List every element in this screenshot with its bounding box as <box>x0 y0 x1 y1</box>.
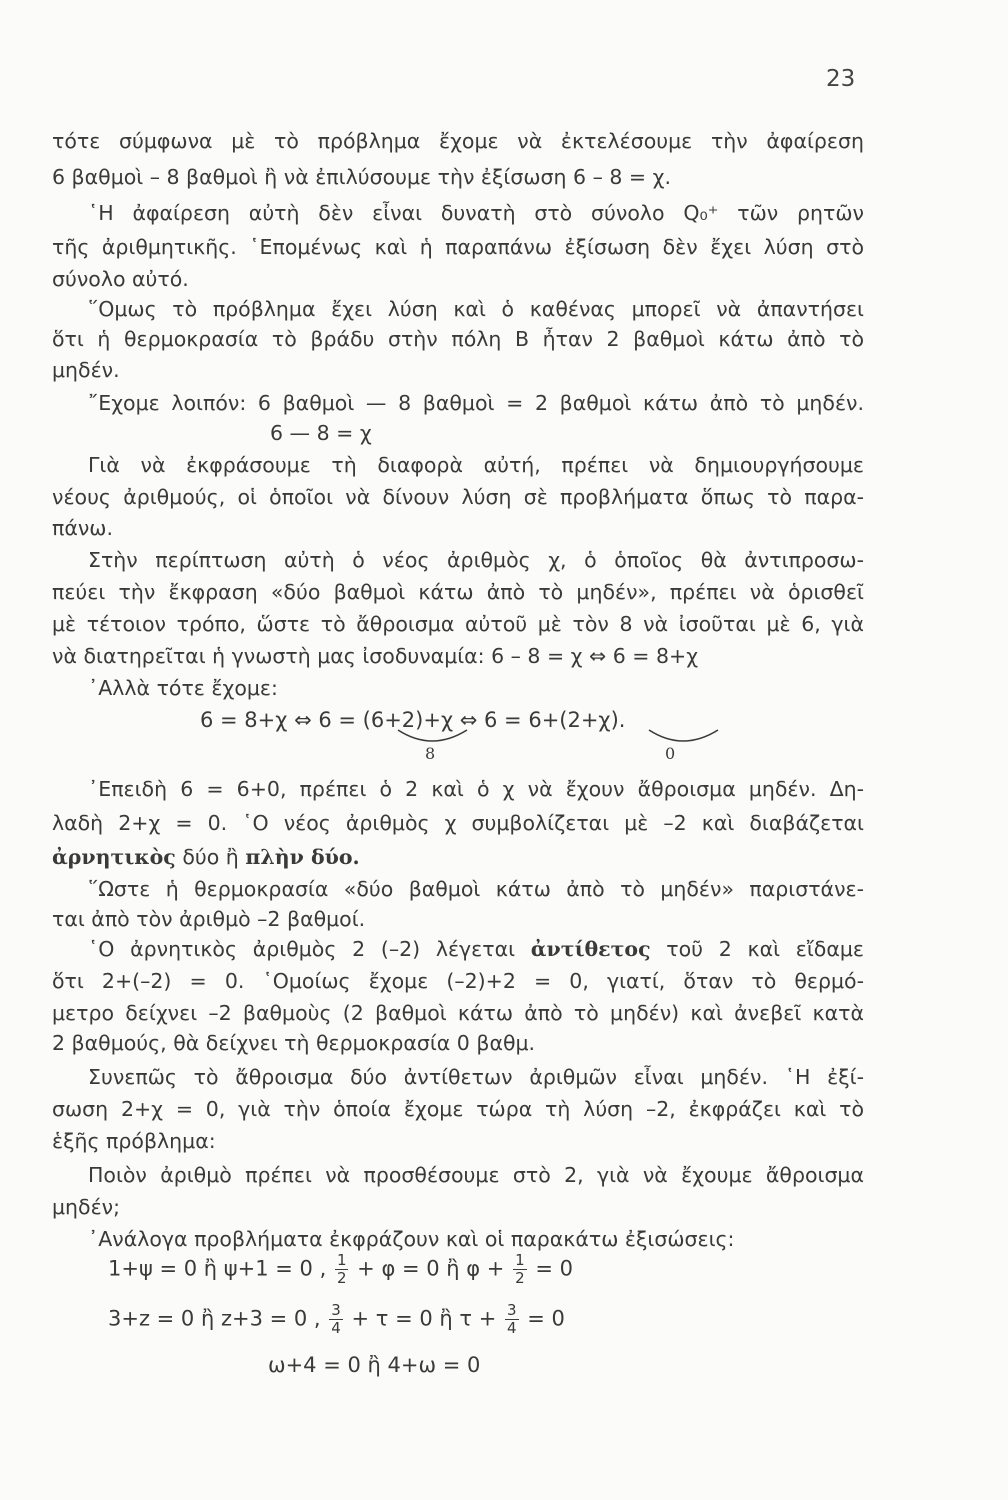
text-line: ὅτι ἡ θερμοκρασία τὸ βράδυ στὴν πόλη Β ἦταν 2 βαθμοὶ κάτω ἀπὸ τὸ <box>52 327 864 351</box>
fraction: $\frac{1}{2}$ <box>336 1251 347 1287</box>
text-line: ῞Ωστε ἡ θερμοκρασία «δύο βαθμοὶ κάτω ἀπὸ τὸ μηδέν» παριστάνε- <box>88 877 864 901</box>
text-line: Στὴν περίπτωση αὐτὴ ὁ νέος ἀριθμὸς χ, ὁ ὁποῖος θὰ ἀντιπροσω- <box>88 548 864 572</box>
text-line: μὲ τέτοιον τρόπο, ὥστε τὸ ἄθροισμα αὐτοῦ μὲ τὸν 8 νὰ ἰσοῦται μὲ 6, γιὰ <box>52 612 864 636</box>
text-line: σύνολο αὐτό. <box>52 267 189 291</box>
text-line: ται ἀπὸ τὸν ἀριθμὸ –2 βαθμοί. <box>52 907 366 931</box>
text-line: ῞Ομως τὸ πρόβλημα ἔχει λύση καὶ ὁ καθένας μπορεῖ νὰ ἀπαντήσει <box>88 297 864 321</box>
text-line: 6 — 8 = χ <box>270 421 372 445</box>
text-line: 2 βαθμούς, θὰ δείχνει τὴ θερμοκρασία 0 βαθμ. <box>52 1031 536 1055</box>
text-line: τῆς ἀριθμητικῆς. ῾Επομένως καὶ ἡ παραπάνω ἐξίσωση δὲν ἔχει λύση στὸ <box>52 235 864 259</box>
equation-row-1: 1+ψ = 0 ἢ ψ+1 = 0 , $\frac{1}{2}$ + φ = 0 ἢ φ + $\frac{1}{2}$ = 0 <box>108 1251 573 1287</box>
text-line: ᾽Ανάλογα προβλήματα ἐκφράζουν καὶ οἱ παρακάτω ἐξισώσεις: <box>88 1227 735 1251</box>
text-line: μετρο δείχνει –2 βαθμοὺς (2 βαθμοὶ κάτω ἀπὸ τὸ μηδέν) καὶ ἀνεβεῖ κατὰ <box>52 1001 864 1025</box>
term-opposite: ἀντίθετος <box>530 937 651 961</box>
term-minus-two: πλὴν δύο. <box>245 845 360 869</box>
text-line: ᾽Επειδὴ 6 = 6+0, πρέπει ὁ 2 καὶ ὁ χ νὰ ἔχουν ἄθροισμα μηδέν. Δη- <box>88 777 864 801</box>
fraction: $\frac{3}{4}$ <box>331 1301 341 1337</box>
text-line: πεύει τὴν ἔκφραση «δύο βαθμοὶ κάτω ἀπὸ τὸ μηδέν», πρέπει νὰ ὁρισθεῖ <box>52 580 864 604</box>
text-line: μηδέν; <box>52 1195 121 1219</box>
term-negative: ἀρνητικὸς <box>52 845 176 869</box>
text-line: Γιὰ νὰ ἐκφράσουμε τὴ διαφορὰ αὐτή, πρέπει νὰ δημιουργήσουμε <box>88 453 864 477</box>
equation-line: 6 = 8+χ ⇔ 6 = (6+2)+χ ⇔ 6 = 6+(2+χ). <box>200 708 626 732</box>
text-line: ἀρνητικὸς δύο ἢ πλὴν δύο. <box>52 845 360 869</box>
text-line: ᾽Αλλὰ τότε ἔχομε: <box>88 676 278 700</box>
text-line: τότε σύμφωνα μὲ τὸ πρόβλημα ἔχομε νὰ ἐκτελέσουμε τὴν ἀφαίρεση <box>52 129 864 153</box>
text-line: νὰ διατηρεῖται ἡ γνωστὴ μας ἰσοδυναμία: 6 – 8 = χ ⇔ 6 = 8+χ <box>52 644 699 668</box>
equation-row-2: 3+z = 0 ἢ z+3 = 0 , $\frac{3}{4}$ + τ = 0 ἢ τ + $\frac{3}{4}$ = 0 <box>108 1301 565 1337</box>
page-number: 23 <box>826 66 856 92</box>
text-line: ἑξῆς πρόβλημα: <box>52 1129 216 1153</box>
text-line: ῎Εχομε λοιπόν: 6 βαθμοὶ — 8 βαθμοὶ = 2 βαθμοὶ κάτω ἀπὸ τὸ μηδέν. <box>88 391 864 415</box>
text-line: Συνεπῶς τὸ ἄθροισμα δύο ἀντίθετων ἀριθμῶν εἶναι μηδέν. ῾Η ἐξί- <box>88 1065 864 1089</box>
text-line: 6 βαθμοὶ – 8 βαθμοὶ ἢ νὰ ἐπιλύσουμε τὴν ἐξίσωση 6 – 8 = χ. <box>52 165 671 189</box>
underbrace-label-0: 0 <box>665 744 676 763</box>
text-line: νέους ἀριθμούς, οἱ ὁποῖοι νὰ δίνουν λύση σὲ προβλήματα ὅπως τὸ παρα- <box>52 485 864 509</box>
text-line: ῾Η ἀφαίρεση αὐτὴ δὲν εἶναι δυνατὴ στὸ σύνολο Q₀⁺ τῶν ρητῶν <box>88 201 864 225</box>
text-line: ὅτι 2+(–2) = 0. ῾Ομοίως ἔχομε (–2)+2 = 0, γιατί, ὅταν τὸ θερμό- <box>52 969 864 993</box>
equation-row-3: ω+4 = 0 ἢ 4+ω = 0 <box>268 1353 481 1377</box>
text-line: λαδὴ 2+χ = 0. ῾Ο νέος ἀριθμὸς χ συμβολίζεται μὲ –2 καὶ διαβάζεται <box>52 811 864 835</box>
underbrace-right <box>646 726 721 748</box>
underbrace-label-8: 8 <box>425 744 436 763</box>
fraction: $\frac{1}{2}$ <box>515 1251 525 1287</box>
text-line: σωση 2+χ = 0, γιὰ τὴν ὁποία ἔχομε τώρα τὴ λύση –2, ἐκφράζει καὶ τὸ <box>52 1097 864 1121</box>
fraction: $\frac{3}{4}$ <box>507 1301 517 1337</box>
text-line: πάνω. <box>52 516 113 540</box>
text-line: ῾Ο ἀρνητικὸς ἀριθμὸς 2 (–2) λέγεται ἀντίθετος τοῦ 2 καὶ εἴδαμε <box>88 937 864 961</box>
text-line: Ποιὸν ἀριθμὸ πρέπει νὰ προσθέσουμε στὸ 2, γιὰ νὰ ἔχουμε ἄθροισμα <box>88 1163 864 1187</box>
text-line: μηδέν. <box>52 358 120 382</box>
